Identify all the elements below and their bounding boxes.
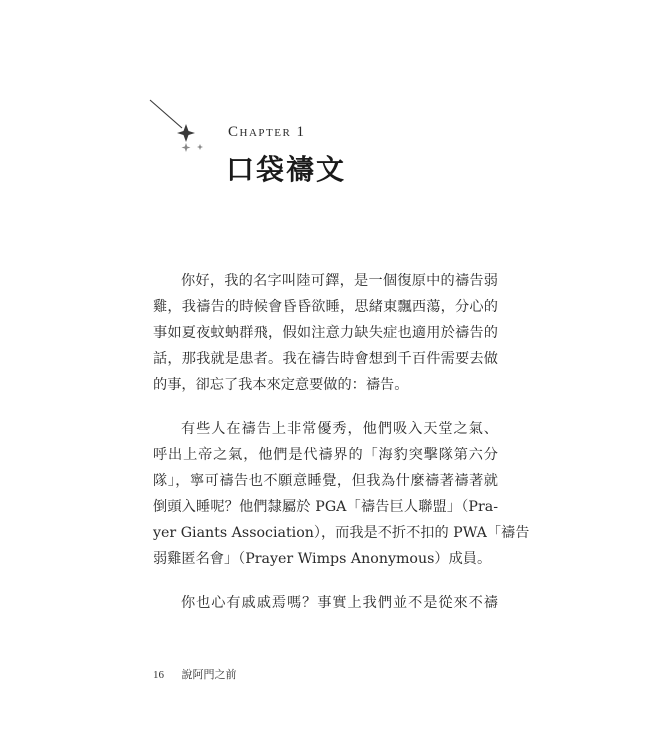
text-line: 倒頭入睡呢？他們隸屬於 PGA「禱告巨人聯盟」（Pra-	[153, 499, 498, 515]
text-line: 事如夏夜蚊蚋群飛，假如注意力缺失症也適用於禱告的	[153, 325, 498, 341]
text-line: 呼出上帝之氣，他們是代禱界的「海豹突擊隊第六分	[153, 447, 498, 463]
text-line: yer Giants Association），而我是不折不扣的 PWA「禱告	[153, 525, 530, 541]
text-line: 話，那我就是患者。我在禱告時會想到千百件需要去做	[153, 351, 498, 367]
text-line: 的事，卻忘了我本來定意要做的：禱告。	[153, 377, 409, 393]
chapter-label: Chapter 1	[228, 124, 306, 140]
page-number: 16	[153, 669, 164, 681]
chapter-title: 口袋禱文	[226, 153, 347, 186]
paragraph-3	[153, 590, 498, 616]
text-line: 弱雞匿名會」（Prayer Wimps Anonymous）成員。	[153, 551, 492, 567]
text-line: 雞，我禱告的時候會昏昏欲睡，思緒東飄西蕩，分心的	[153, 299, 498, 315]
page-footer	[153, 666, 237, 682]
text-line: 你好，我的名字叫陸可鐸，是一個復原中的禱告弱	[181, 273, 498, 289]
running-title: 說阿門之前	[181, 668, 237, 681]
text-line: 有些人在禱告上非常優秀，他們吸入天堂之氣、	[181, 421, 498, 437]
paragraph-2	[153, 416, 530, 572]
text-line: 隊」，寧可禱告也不願意睡覺，但我為什麼禱著禱著就	[153, 473, 498, 489]
shooting-star-icon	[148, 98, 212, 158]
text-line: 你也心有戚戚焉嗎？事實上我們並不是從來不禱	[181, 595, 498, 611]
body-text	[153, 268, 530, 634]
paragraph-1	[153, 268, 498, 398]
